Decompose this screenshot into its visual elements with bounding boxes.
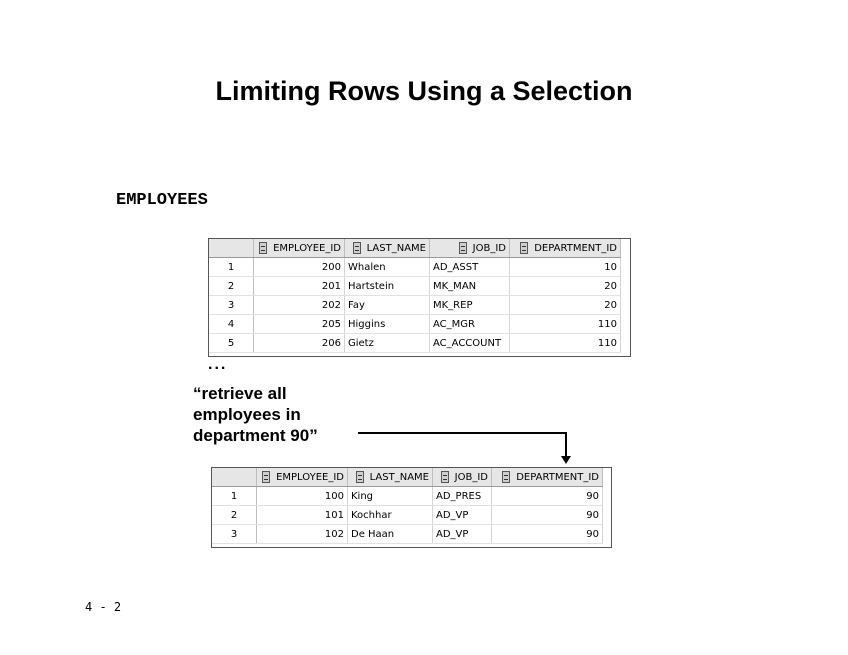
sort-icon[interactable] (520, 242, 528, 254)
last-name-cell[interactable]: Higgins (345, 315, 430, 334)
employee-id-cell[interactable]: 101 (257, 506, 348, 525)
criteria-line: employees in (193, 405, 301, 424)
row-number-header (212, 468, 257, 487)
job-id-cell[interactable]: AD_ASST (430, 258, 510, 277)
job-id-cell[interactable]: AD_PRES (433, 487, 492, 506)
employees-grid (208, 238, 631, 357)
employee-id-cell[interactable]: 201 (254, 277, 345, 296)
row-number: 1 (212, 487, 257, 506)
sort-icon[interactable] (356, 471, 364, 483)
department-id-cell[interactable]: 110 (510, 334, 621, 353)
page-number: 4 - 2 (85, 600, 122, 614)
last-name-cell[interactable]: De Haan (348, 525, 433, 544)
table-row[interactable] (209, 334, 621, 353)
column-header-last-name[interactable]: LAST_NAME (345, 239, 430, 258)
grid-header-row (212, 468, 603, 487)
table-row[interactable] (212, 525, 603, 544)
employee-id-cell[interactable]: 205 (254, 315, 345, 334)
sort-icon[interactable] (262, 471, 270, 483)
employee-id-cell[interactable]: 200 (254, 258, 345, 277)
row-number: 5 (209, 334, 254, 353)
job-id-cell[interactable]: MK_MAN (430, 277, 510, 296)
criteria-line: department 90” (193, 426, 318, 445)
grid-header-row (209, 239, 621, 258)
job-id-cell[interactable]: AC_MGR (430, 315, 510, 334)
result-grid (211, 467, 612, 548)
last-name-cell[interactable]: Hartstein (345, 277, 430, 296)
arrow-line (565, 432, 567, 458)
last-name-cell[interactable]: Whalen (345, 258, 430, 277)
row-number: 3 (209, 296, 254, 315)
employee-id-cell[interactable]: 206 (254, 334, 345, 353)
row-number: 1 (209, 258, 254, 277)
sort-icon[interactable] (459, 242, 467, 254)
last-name-cell[interactable]: King (348, 487, 433, 506)
column-header-last-name[interactable]: LAST_NAME (348, 468, 433, 487)
department-id-cell[interactable]: 10 (510, 258, 621, 277)
column-header-job-id[interactable]: JOB_ID (433, 468, 492, 487)
column-header-job-id[interactable]: JOB_ID (430, 239, 510, 258)
column-header-department-id[interactable]: DEPARTMENT_ID (492, 468, 603, 487)
sort-icon[interactable] (502, 471, 510, 483)
row-number: 4 (209, 315, 254, 334)
arrow-head-icon (561, 456, 571, 464)
last-name-cell[interactable]: Gietz (345, 334, 430, 353)
department-id-cell[interactable]: 90 (492, 487, 603, 506)
column-header-employee-id[interactable]: EMPLOYEE_ID (254, 239, 345, 258)
sort-icon[interactable] (259, 242, 267, 254)
last-name-cell[interactable]: Kochhar (348, 506, 433, 525)
sort-icon[interactable] (441, 471, 449, 483)
row-number: 3 (212, 525, 257, 544)
last-name-cell[interactable]: Fay (345, 296, 430, 315)
job-id-cell[interactable]: AD_VP (433, 506, 492, 525)
job-id-cell[interactable]: MK_REP (430, 296, 510, 315)
slide-title: Limiting Rows Using a Selection (215, 76, 633, 106)
table-name-label: EMPLOYEES (116, 191, 208, 210)
arrow-line (358, 432, 567, 434)
table-row[interactable] (209, 315, 621, 334)
column-header-employee-id[interactable]: EMPLOYEE_ID (257, 468, 348, 487)
department-id-cell[interactable]: 20 (510, 296, 621, 315)
employee-id-cell[interactable]: 102 (257, 525, 348, 544)
sort-icon[interactable] (353, 242, 361, 254)
table-row[interactable] (209, 296, 621, 315)
job-id-cell[interactable]: AC_ACCOUNT (430, 334, 510, 353)
department-id-cell[interactable]: 90 (492, 525, 603, 544)
selection-criteria-text (193, 383, 318, 446)
row-number: 2 (212, 506, 257, 525)
department-id-cell[interactable]: 90 (492, 506, 603, 525)
more-rows-ellipsis: ... (208, 356, 228, 373)
table-row[interactable] (212, 506, 603, 525)
row-number-header (209, 239, 254, 258)
row-number: 2 (209, 277, 254, 296)
table-row[interactable] (209, 277, 621, 296)
department-id-cell[interactable]: 110 (510, 315, 621, 334)
criteria-line: “retrieve all (193, 384, 287, 403)
employee-id-cell[interactable]: 100 (257, 487, 348, 506)
department-id-cell[interactable]: 20 (510, 277, 621, 296)
table-row[interactable] (212, 487, 603, 506)
table-row[interactable] (209, 258, 621, 277)
employee-id-cell[interactable]: 202 (254, 296, 345, 315)
column-header-department-id[interactable]: DEPARTMENT_ID (510, 239, 621, 258)
job-id-cell[interactable]: AD_VP (433, 525, 492, 544)
